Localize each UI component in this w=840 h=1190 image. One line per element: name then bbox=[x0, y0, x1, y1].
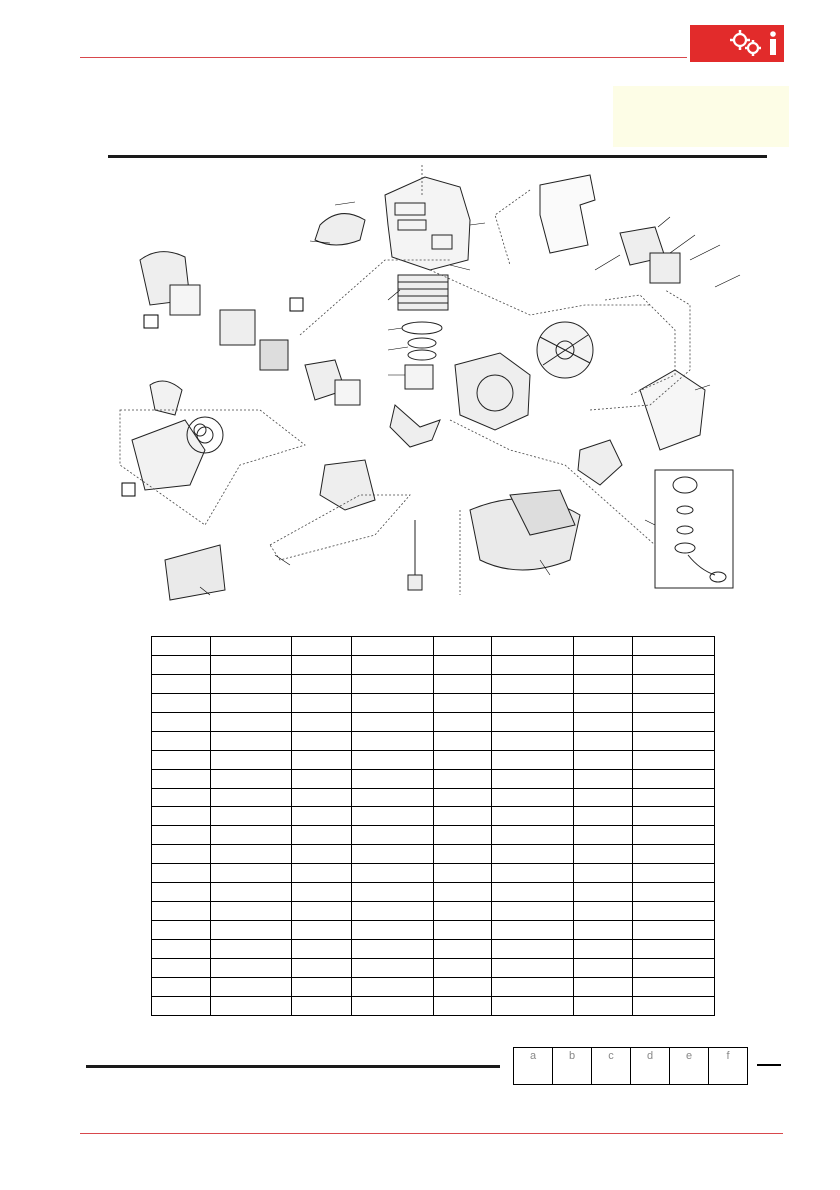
table-row bbox=[152, 883, 715, 902]
table-row bbox=[152, 940, 715, 959]
revision-cell-b: b bbox=[553, 1048, 592, 1085]
revision-table bbox=[513, 1047, 748, 1085]
callout-box-b bbox=[290, 298, 303, 311]
table-row bbox=[152, 693, 715, 712]
exploded-parts-diagram bbox=[110, 165, 750, 605]
revision-row bbox=[514, 1048, 748, 1085]
table-row bbox=[152, 902, 715, 921]
table-row bbox=[152, 977, 715, 996]
revision-cell-c: c bbox=[592, 1048, 631, 1085]
parts-list-table bbox=[151, 636, 715, 1016]
table-row bbox=[152, 769, 715, 788]
header-rule bbox=[80, 57, 687, 58]
exploded-view-drawing bbox=[110, 165, 750, 605]
table-row bbox=[152, 788, 715, 807]
revision-cell-f: f bbox=[709, 1048, 748, 1085]
table-row bbox=[152, 807, 715, 826]
revision-cell-a: a bbox=[514, 1048, 553, 1085]
table-row bbox=[152, 655, 715, 674]
table-row bbox=[152, 921, 715, 940]
gears-info-icon bbox=[690, 25, 784, 62]
table-row bbox=[152, 826, 715, 845]
footer-bottom-rule bbox=[80, 1133, 783, 1134]
brand-logo bbox=[690, 25, 784, 62]
table-row bbox=[152, 864, 715, 883]
header-info-box bbox=[613, 86, 789, 147]
table-row bbox=[152, 958, 715, 977]
revision-cell-e: e bbox=[670, 1048, 709, 1085]
table-row bbox=[152, 637, 715, 656]
callout-box-a bbox=[144, 315, 158, 328]
section-rule bbox=[108, 155, 767, 158]
table-row bbox=[152, 845, 715, 864]
page-dash bbox=[757, 1064, 781, 1066]
callout-box-c bbox=[122, 483, 135, 496]
revision-cell-d: d bbox=[631, 1048, 670, 1085]
table-row bbox=[152, 674, 715, 693]
footer-rule bbox=[86, 1065, 500, 1068]
table-row bbox=[152, 731, 715, 750]
table-row bbox=[152, 996, 715, 1015]
table-row bbox=[152, 712, 715, 731]
table-row bbox=[152, 750, 715, 769]
